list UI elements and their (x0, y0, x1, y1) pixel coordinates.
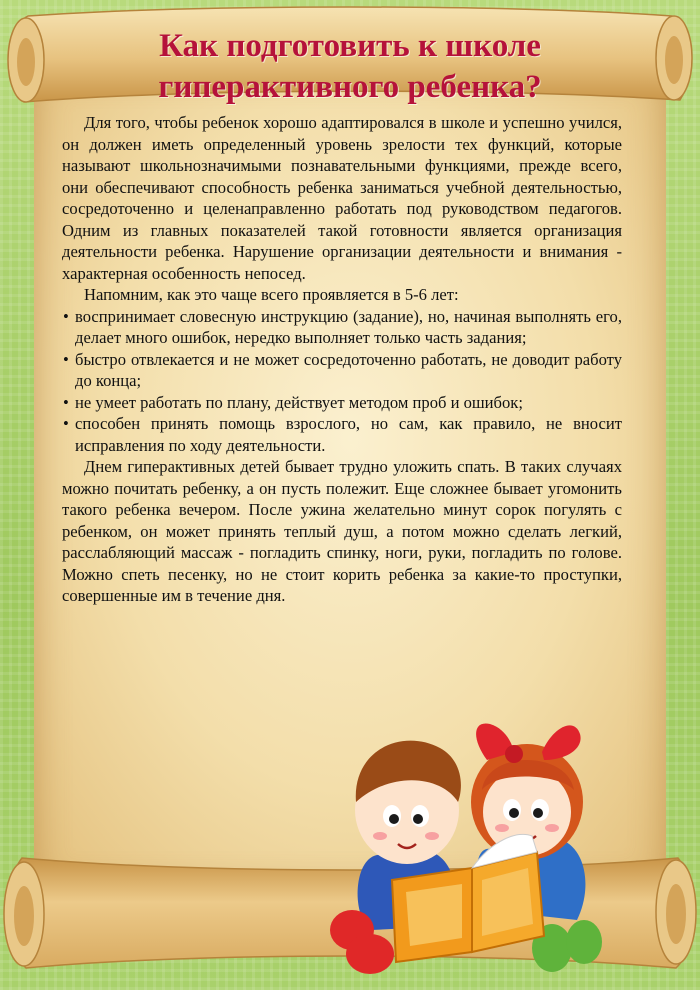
symptom-list (62, 306, 622, 457)
list-item: • быстро отвлекается и не может сосредоточенно работать, не доводит работу до конца; (63, 349, 622, 390)
list-item: • не умеет работать по плану, действует методом проб и ошибок; (63, 392, 523, 412)
bullet-icon: • (63, 414, 69, 433)
bullet-icon: • (63, 349, 69, 369)
title-line-2: гиперактивного ребенка? (158, 69, 542, 105)
page-title (70, 26, 630, 108)
list-item: • способен принять помощь взрослого, но сам, как правило, не вносит исправления по ходу деятельности. (63, 414, 622, 455)
children-reading-illustration (322, 690, 622, 980)
reminder-paragraph: Напомним, как это чаще всего проявляется в 5-6 лет: (84, 285, 459, 304)
title-line-1: Как подготовить к школе (159, 28, 541, 64)
article-body (62, 112, 622, 607)
bedtime-paragraph: Днем гиперактивных детей бывает трудно уложить спать. В таких случаях можно почитать ребенку, а он пусть полежит. Еще сложнее бывает угомонить такого ребенка вечером. После ужина желательно минут сорок погулять с ребенком, он может принять теплый душ, а потом можно сделать легкий, расслабляющий массаж - погладить спинку, ноги, руки, погладить по голове. Можно спеть песенку, но не стоит корить ребенка за какие-то проступки, совершенные им в течение дня. (62, 457, 622, 605)
bullet-icon: • (63, 392, 69, 412)
intro-paragraph: Для того, чтобы ребенок хорошо адаптировался в школе и успешно учился, он должен иметь определенный уровень зрелости тех функций, которые называют школьнозначимыми познавательными функциями, прежде всего, они обеспечивают способность ребенка заниматься учебной деятельностью, сосредоточенно и целенаправленно работать под руководством педагогов. Одним из главных показателей такой готовности является организация деятельности ребенка. Нарушение организации деятельности и внимания - характерная особенность непосед. (62, 113, 622, 283)
bullet-icon: • (63, 306, 69, 326)
list-item: • воспринимает словесную инструкцию (задание), но, начиная выполнять его, делает много ошибок, нередко выполняет только часть задания; (63, 306, 622, 347)
